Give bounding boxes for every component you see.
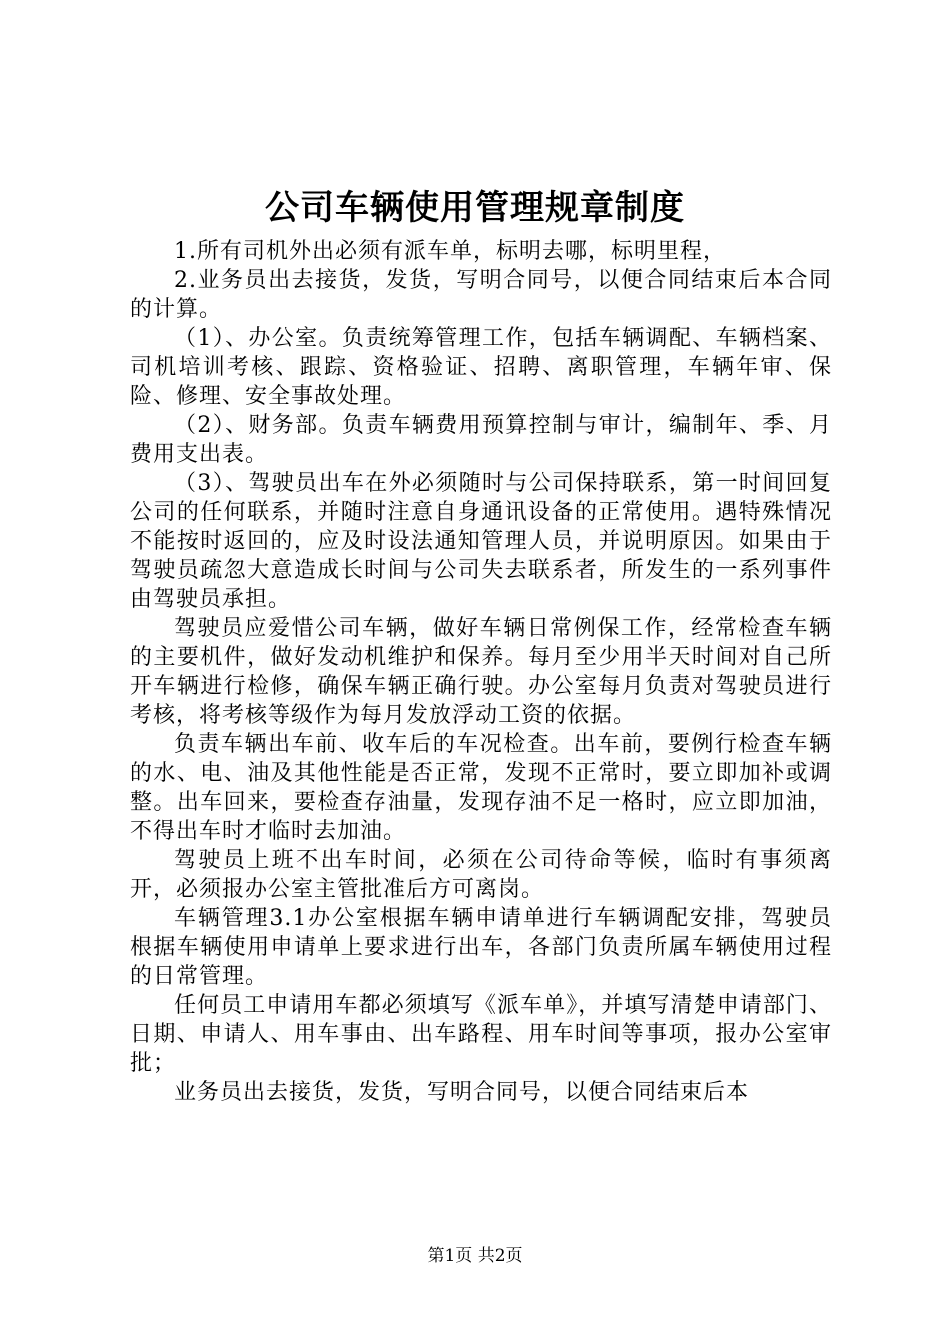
page-footer: 第1页 共2页 — [427, 1246, 523, 1266]
paragraph: 1.所有司机外出必须有派车单，标明去哪，标明里程， — [174, 239, 726, 264]
paragraph: （3）、驾驶员出车在外必须随时与公司保持联系，第一时间回复公司的任何联系，并随时注意自身通讯设备的正常使用。遇特殊情况不能按时返回的，应及时设法通知管理人员，并说明原因。如果由于驾驶员疏忽大意造成长时间与公司失去联系者，所发生的一系列事件由驾驶员承担。 — [130, 471, 832, 612]
paragraph: 驾驶员应爱惜公司车辆，做好车辆日常例保工作，经常检查车辆的主要机件，做好发动机维护和保养。每月至少用半天时间对自己所开车辆进行检修，确保车辆正确行驶。办公室每月负责对驾驶员进行考核，将考核等级作为每月发放浮动工资的依据。 — [130, 616, 832, 728]
paragraph: 车辆管理3.1办公室根据车辆申请单进行车辆调配安排，驾驶员根据车辆使用申请单上要求进行出车，各部门负责所属车辆使用过程的日常管理。 — [130, 906, 832, 989]
paragraph: 业务员出去接货，发货，写明合同号，以便合同结束后本 — [174, 1080, 750, 1105]
paragraph: 2.业务员出去接货，发货，写明合同号，以便合同结束后本合同的计算。 — [130, 268, 832, 322]
paragraph: （2）、财务部。负责车辆费用预算控制与审计，编制年、季、月费用支出表。 — [130, 413, 832, 467]
document-body — [130, 237, 832, 1107]
document-title: 公司车辆使用管理规章制度 — [265, 188, 685, 228]
paragraph: 任何员工申请用车都必须填写《派车单》，并填写清楚申请部门、日期、申请人、用车事由、出车路程、用车时间等事项，报办公室审批； — [130, 993, 832, 1076]
paragraph: 负责车辆出车前、收车后的车况检查。出车前，要例行检查车辆的水、电、油及其他性能是否正常，发现不正常时，要立即加补或调整。出车回来，要检查存油量，发现存油不足一格时，应立即加油，不得出车时才临时去加油。 — [130, 732, 832, 844]
paragraph: （1）、办公室。负责统筹管理工作，包括车辆调配、车辆档案、司机培训考核、跟踪、资格验证、招聘、离职管理，车辆年审、保险、修理、安全事故处理。 — [130, 326, 832, 409]
paragraph: 驾驶员上班不出车时间，必须在公司待命等候，临时有事须离开，必须报办公室主管批准后方可离岗。 — [130, 848, 832, 902]
